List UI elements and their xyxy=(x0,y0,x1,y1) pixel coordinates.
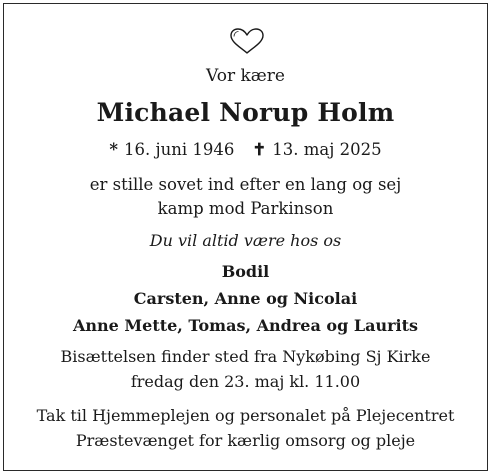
birth-date: 16. juni 1946 xyxy=(124,140,235,159)
death-date: 13. maj 2025 xyxy=(272,140,382,159)
message-line-2: kamp mod Parkinson xyxy=(157,199,334,218)
birth-symbol: * xyxy=(109,140,119,159)
thanks-line-2: Præstevænget for kærlig omsorg og pleje xyxy=(75,431,416,450)
family-line-2: Carsten, Anne og Nicolai xyxy=(133,289,358,308)
heart-icon xyxy=(228,26,266,56)
cross-icon: ✝ xyxy=(252,140,267,159)
family-line-3: Anne Mette, Tomas, Andrea og Laurits xyxy=(73,316,418,335)
thanks-line-1: Tak til Hjemmeplejen og personalet på Plejecentret xyxy=(36,406,455,425)
message-line-1: er stille sovet ind efter en lang og sej xyxy=(89,175,402,194)
life-dates xyxy=(4,142,487,159)
obituary-notice xyxy=(3,3,488,471)
funeral-line-2: fredag den 23. maj kl. 11.00 xyxy=(130,372,361,391)
memorial-quote: Du vil altid være hos os xyxy=(149,231,342,250)
family-line-1: Bodil xyxy=(221,262,270,281)
funeral-line-1: Bisættelsen finder sted fra Nykøbing Sj Kirke xyxy=(60,347,431,366)
intro-text: Vor kære xyxy=(206,66,285,86)
deceased-name: Michael Norup Holm xyxy=(96,98,395,127)
